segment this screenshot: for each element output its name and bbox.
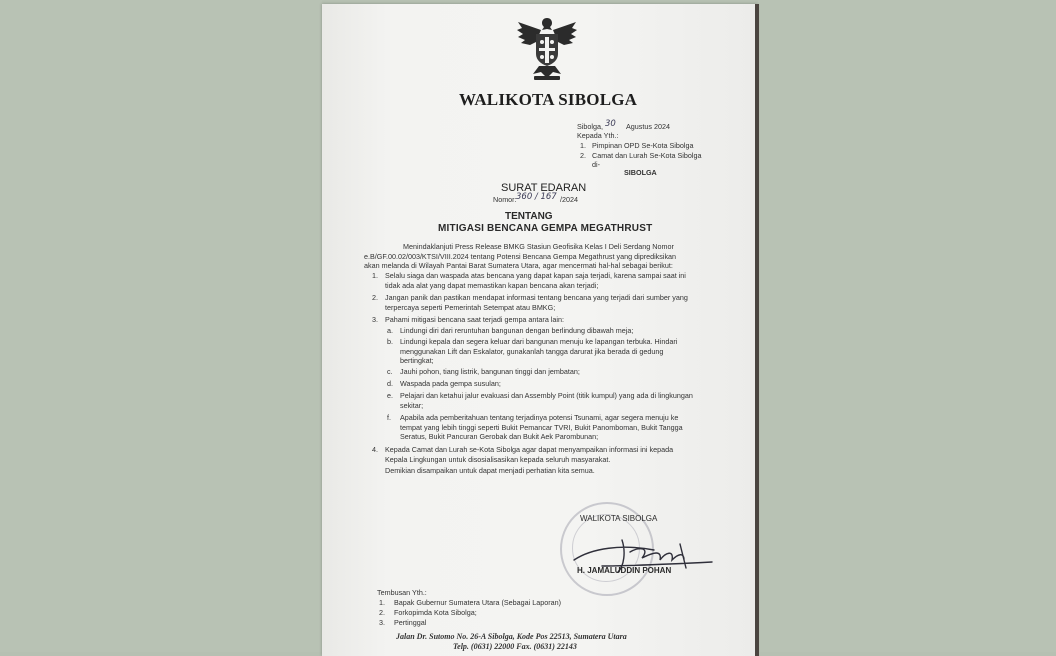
subpoint-d-line-1: Waspada pada gempa susulan; <box>400 379 501 388</box>
signatory-name: H. JAMALUDDIN POHAN <box>577 566 672 575</box>
date-month-year: Agustus 2024 <box>626 122 670 131</box>
background-right <box>758 0 1056 652</box>
cc-label: Tembusan Yth.: <box>377 588 427 597</box>
date-day-handwritten: 30 <box>605 119 616 129</box>
recipient-item-2: Camat dan Lurah Se-Kota Sibolga <box>592 151 702 160</box>
letter-subject: MITIGASI BENCANA GEMPA MEGATHRUST <box>438 223 653 234</box>
paper-shadow-edge <box>755 4 759 656</box>
date-city: Sibolga, <box>577 122 603 131</box>
point-4-line-1: Kepada Camat dan Lurah se-Kota Sibolga agar dapat menyampaikan informasi ini kepada <box>385 445 674 454</box>
intro-line-1: Menindaklanjuti Press Release BMKG Stasiun Geofisika Kelas I Deli Serdang Nomor <box>403 242 674 251</box>
cc-num-3: 3. <box>379 618 385 627</box>
subpoint-e-line-2: sekitar; <box>400 400 424 410</box>
footer-address: Jalan Dr. Sutomo No. 26-A Sibolga, Kode Pos 22513, Sumatera Utara <box>396 632 627 641</box>
point-num-4: 4. <box>372 445 378 454</box>
subpoint-f-line-2: tempat yang lebih tinggi seperti Bukit Pemancar TVRI, Bukit Panomboman, Bukit Tangga <box>400 422 683 432</box>
cc-num-2: 2. <box>379 608 385 617</box>
point-1-line-1: Selalu siaga dan waspada atas bencana yang dapat kapan saja terjadi, karena sampai saat ini <box>385 271 686 280</box>
recipient-item-1: Pimpinan OPD Se-Kota Sibolga <box>592 141 694 150</box>
subpoint-b-line-3: bertingkat; <box>400 356 434 365</box>
cc-item-2: Forkopimda Kota Sibolga; <box>394 608 477 617</box>
recipient-di: di- <box>592 160 600 169</box>
subpoint-c-line-1: Jauhi pohon, tiang listrik, bangunan tinggi dan jembatan; <box>400 367 580 376</box>
cc-num-1: 1. <box>379 598 385 607</box>
number-label: Nomor: <box>493 195 517 204</box>
subpoint-f-line-3: Seratus, Bukit Pancuran Gerobak dan Bukit Aek Parombunan; <box>400 432 599 441</box>
subpoint-a-line-1: Lindungi diri dari reruntuhan bangunan dengan berlindung dibawah meja; <box>400 326 634 335</box>
point-3-line-1: Pahami mitigasi bencana saat terjadi gempa antara lain: <box>385 315 564 324</box>
subpoint-num-a: a. <box>387 326 393 335</box>
number-handwritten: 360 / 167 <box>516 192 557 202</box>
point-2-line-1: Jangan panik dan pastikan mendapat informasi tentang bencana yang terjadi dari sumber yang <box>385 293 688 302</box>
subpoint-b-line-2: menggunakan Lift dan Eskalator, gunakanlah tangga darurat jika berada di gedung <box>400 346 664 356</box>
subpoint-num-f: f. <box>387 413 391 422</box>
subpoint-e-line-1: Pelajari dan ketahui jalur evakuasi dan Assembly Point (titik kumpul) yang ada di lingkungan <box>400 391 693 400</box>
point-4-line-2: Kepala Lingkungan untuk disosialisasikan kepada seluruh masyarakat. <box>385 454 611 464</box>
about-label: TENTANG <box>505 211 553 222</box>
intro-line-3: akan melanda di Wilayah Pantai Barat Sumatera Utara, agar mencermati hal-hal sebagai berikut: <box>364 261 673 270</box>
background-left <box>0 0 322 652</box>
recipient-num-1: 1. <box>580 141 586 150</box>
recipient-place: SIBOLGA <box>624 168 657 177</box>
subpoint-num-d: d. <box>387 379 393 388</box>
subpoint-num-e: e. <box>387 391 393 400</box>
point-num-1: 1. <box>372 271 378 280</box>
recipient-label: Kepada Yth.: <box>577 131 619 140</box>
subpoint-f-line-1: Apabila ada pemberitahuan tentang terjadinya potensi Tsunami, agar segera menuju ke <box>400 413 679 422</box>
signatory-title: WALIKOTA SIBOLGA <box>580 514 658 523</box>
subpoint-num-c: c. <box>387 367 393 376</box>
point-num-2: 2. <box>372 293 378 302</box>
subpoint-num-b: b. <box>387 337 393 346</box>
point-2-line-2: terpercaya seperti Pemerintah Setempat atau BMKG; <box>385 302 556 312</box>
letter-paper <box>322 4 757 656</box>
cc-item-3: Pertinggal <box>394 618 427 627</box>
recipient-num-2: 2. <box>580 151 586 160</box>
cc-item-1: Bapak Gubernur Sumatera Utara (Sebagai Laporan) <box>394 598 562 607</box>
point-num-3: 3. <box>372 315 378 324</box>
closing-text: Demikian disampaikan untuk dapat menjadi perhatian kita semua. <box>385 466 595 475</box>
garuda-emblem-icon <box>514 12 580 84</box>
letterhead-title: WALIKOTA SIBOLGA <box>459 90 638 109</box>
number-suffix: /2024 <box>560 195 578 204</box>
subpoint-b-line-1: Lindungi kepala dan segera keluar dari bangunan menuju ke lapangan terbuka. Hindari <box>400 337 678 346</box>
intro-line-2: e.B/GF.00.02/003/KTSI/VIII.2024 tentang Potensi Bencana Gempa Megathrust yang diprediksikan <box>364 251 677 261</box>
point-1-line-2: tidak ada alat yang dapat memastikan kapan bencana akan terjadi; <box>385 280 599 290</box>
footer-phone: Telp. (0631) 22000 Fax. (0631) 22143 <box>453 642 577 651</box>
letter-type: SURAT EDARAN <box>501 182 587 194</box>
